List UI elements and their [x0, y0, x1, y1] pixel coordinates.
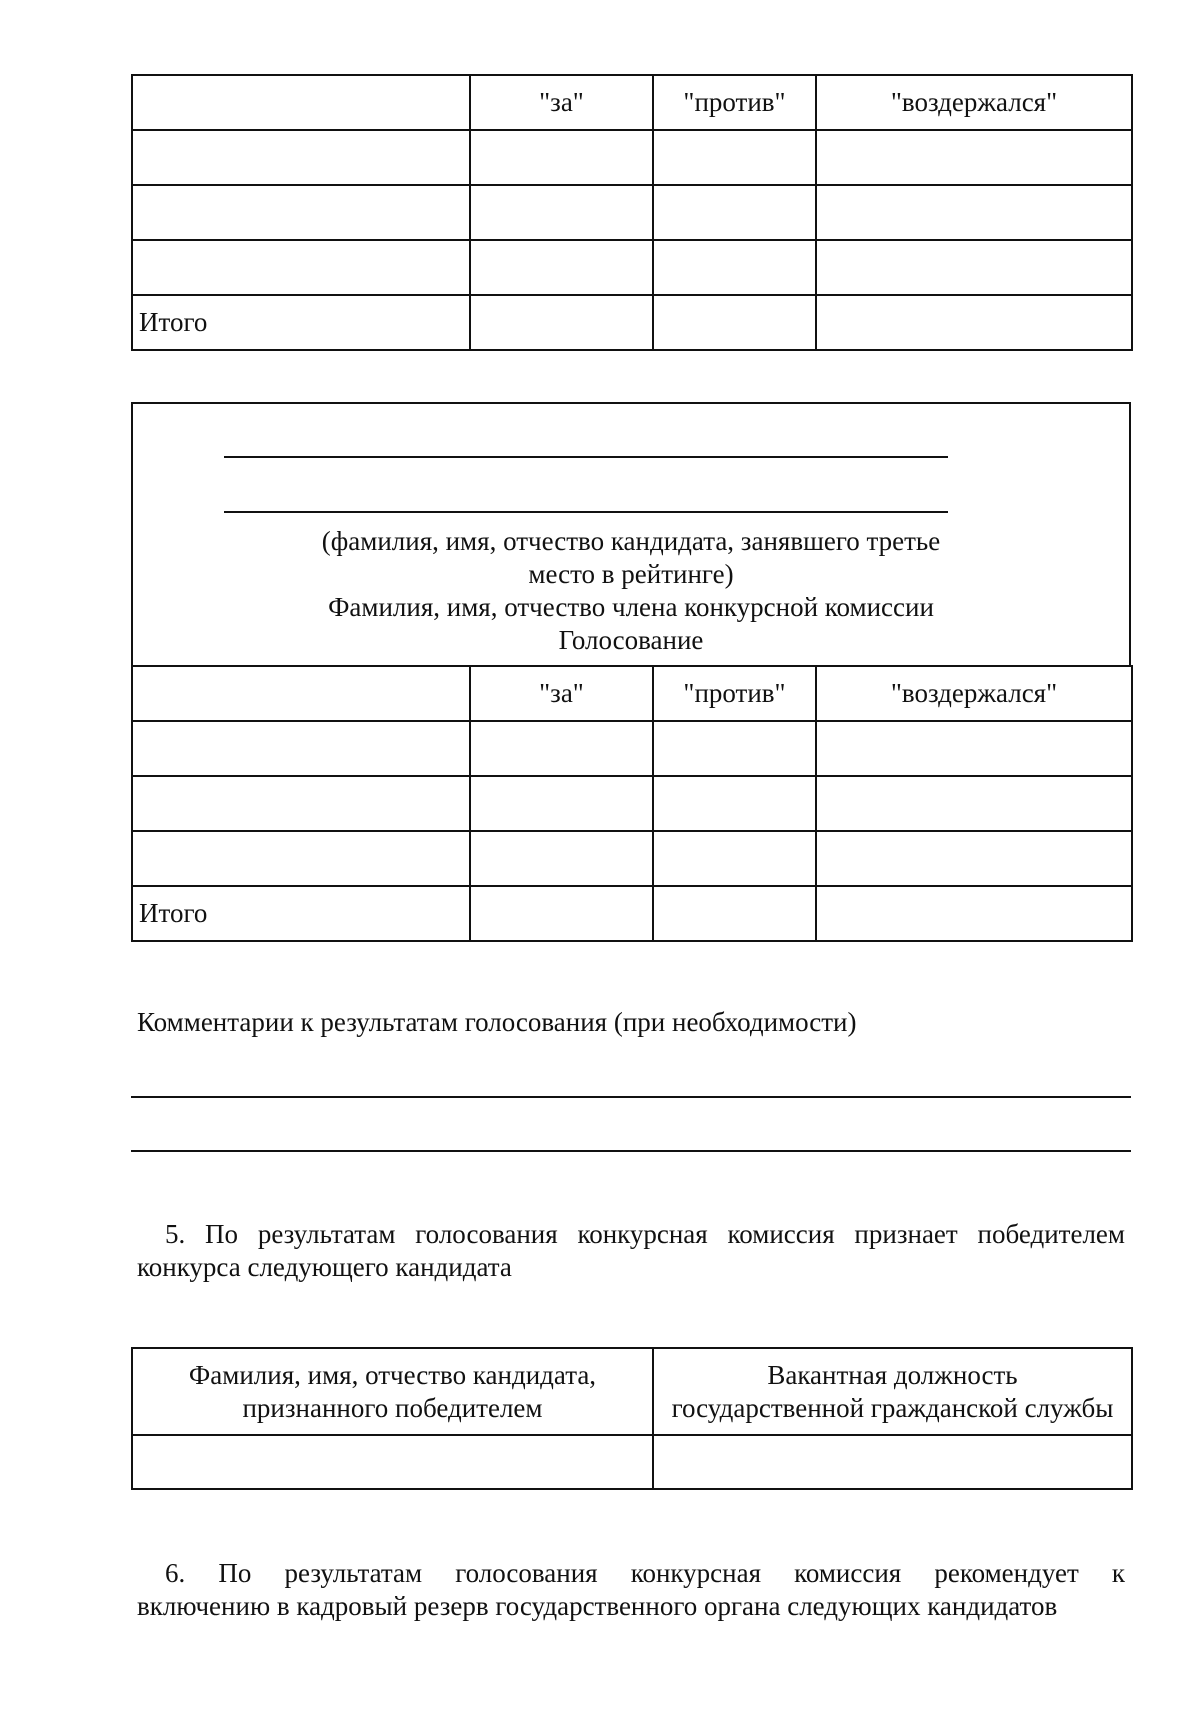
total-row — [132, 886, 1132, 941]
cell-against[interactable] — [653, 776, 816, 831]
table-row — [132, 185, 1132, 240]
candidate-name-line-2[interactable] — [224, 511, 948, 513]
section-5-line-2: конкурса следующего кандидата — [137, 1252, 512, 1282]
cell-against[interactable] — [653, 721, 816, 776]
comments-line-1[interactable] — [131, 1096, 1131, 1098]
header-candidate-name-line-2: признанного победителем — [242, 1392, 543, 1423]
cell-against[interactable] — [653, 130, 816, 185]
cell-abstained[interactable] — [816, 831, 1132, 886]
section-6-line-1: 6. По результатам голосования конкурсная комиссия рекомендует к — [165, 1558, 1125, 1588]
header-vacant-position-line-2: государственной гражданской службы — [671, 1392, 1114, 1423]
header-empty — [132, 666, 470, 721]
table-row — [132, 776, 1132, 831]
caption-line-2: место в рейтинге) — [528, 559, 734, 589]
voting-label: Голосование — [558, 625, 704, 655]
cell-vacant-position[interactable] — [653, 1435, 1132, 1489]
caption-line-1: (фамилия, имя, отчество кандидата, занявшего третье — [321, 526, 941, 556]
table-row — [132, 831, 1132, 886]
header-candidate-name-line-1: Фамилия, имя, отчество кандидата, — [188, 1359, 597, 1390]
comments-label: Комментарии к результатам голосования (при необходимости) — [137, 1007, 857, 1037]
cell-abstained[interactable] — [816, 721, 1132, 776]
table-row — [132, 1435, 1132, 1489]
section-5-text — [137, 1218, 1125, 1284]
total-row — [132, 295, 1132, 350]
header-for: "за" — [470, 75, 653, 130]
cell-abstained[interactable] — [816, 130, 1132, 185]
header-against: "против" — [653, 666, 816, 721]
table-row — [132, 240, 1132, 295]
member-label: Фамилия, имя, отчество члена конкурсной комиссии — [328, 592, 934, 622]
table-header-row — [132, 75, 1132, 130]
cell-abstained[interactable] — [816, 185, 1132, 240]
comments-line-2[interactable] — [131, 1150, 1131, 1152]
total-for[interactable] — [470, 886, 653, 941]
header-candidate-name — [132, 1348, 653, 1435]
candidate-caption — [131, 525, 1131, 657]
section-5-line-1: 5. По результатам голосования конкурсная комиссия признает победителем — [165, 1219, 1125, 1249]
winner-table — [131, 1347, 1133, 1490]
total-for[interactable] — [470, 295, 653, 350]
total-abstained[interactable] — [816, 886, 1132, 941]
header-for: "за" — [470, 666, 653, 721]
table-header-row — [132, 1348, 1132, 1435]
cell-for[interactable] — [470, 240, 653, 295]
cell-for[interactable] — [470, 185, 653, 240]
total-label: Итого — [132, 886, 470, 941]
cell-name[interactable] — [132, 831, 470, 886]
total-against[interactable] — [653, 295, 816, 350]
header-vacant-position — [653, 1348, 1132, 1435]
section-6-line-2: включению в кадровый резерв государственного органа следующих кандидатов — [137, 1591, 1058, 1621]
table-header-row — [132, 666, 1132, 721]
header-abstained: "воздержался" — [816, 666, 1132, 721]
total-abstained[interactable] — [816, 295, 1132, 350]
header-vacant-position-line-1: Вакантная должность — [767, 1359, 1018, 1390]
header-against: "против" — [653, 75, 816, 130]
total-against[interactable] — [653, 886, 816, 941]
cell-against[interactable] — [653, 185, 816, 240]
cell-against[interactable] — [653, 831, 816, 886]
cell-against[interactable] — [653, 240, 816, 295]
table-row — [132, 130, 1132, 185]
candidate-name-line-1[interactable] — [224, 456, 948, 458]
voting-table-2 — [131, 665, 1133, 942]
cell-name[interactable] — [132, 185, 470, 240]
cell-winner-name[interactable] — [132, 1435, 653, 1489]
cell-name[interactable] — [132, 130, 470, 185]
cell-name[interactable] — [132, 240, 470, 295]
table-row — [132, 721, 1132, 776]
cell-name[interactable] — [132, 721, 470, 776]
cell-for[interactable] — [470, 130, 653, 185]
section-6-text — [137, 1557, 1125, 1623]
cell-for[interactable] — [470, 776, 653, 831]
cell-abstained[interactable] — [816, 240, 1132, 295]
cell-abstained[interactable] — [816, 776, 1132, 831]
header-empty — [132, 75, 470, 130]
cell-name[interactable] — [132, 776, 470, 831]
cell-for[interactable] — [470, 831, 653, 886]
header-abstained: "воздержался" — [816, 75, 1132, 130]
total-label: Итого — [132, 295, 470, 350]
voting-table-1 — [131, 74, 1133, 351]
cell-for[interactable] — [470, 721, 653, 776]
